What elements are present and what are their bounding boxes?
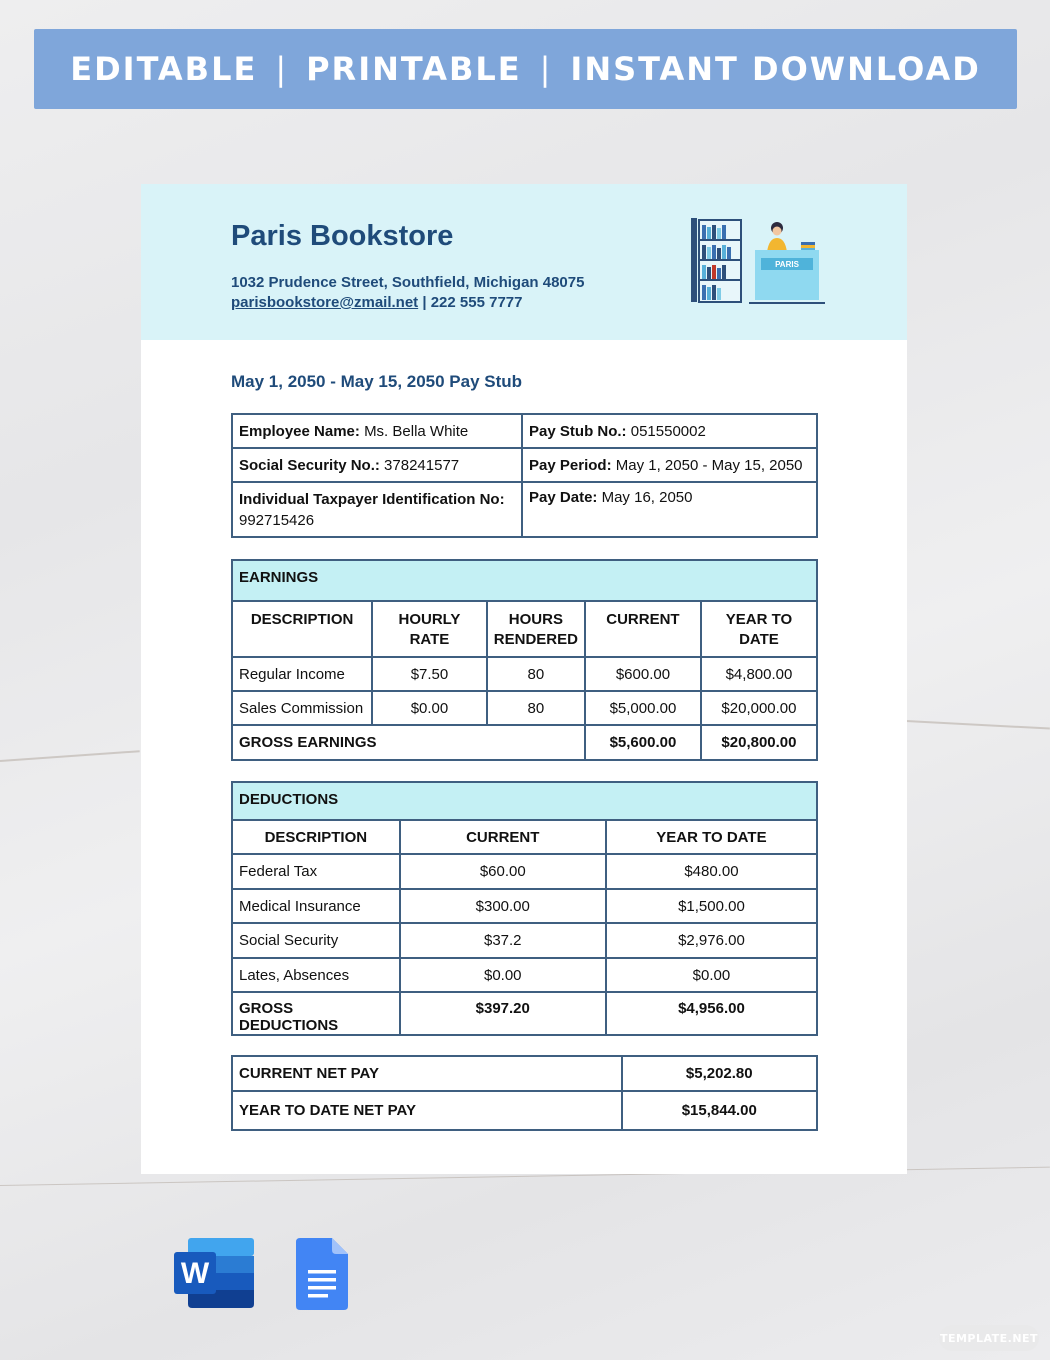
deduction-description: Medical Insurance <box>232 889 400 923</box>
pay-date-value: May 16, 2050 <box>601 489 693 506</box>
ytd-net-pay-value: $15,844.00 <box>622 1091 817 1130</box>
gross-deductions-ytd: $4,956.00 <box>606 992 817 1035</box>
deduction-ytd: $1,500.00 <box>606 889 817 923</box>
column-header: HOURS RENDERED <box>487 601 585 657</box>
employee-name-value: Ms. Bella White <box>364 422 469 440</box>
column-header: HOURLY RATE <box>372 601 487 657</box>
earning-hourly-rate: $7.50 <box>372 657 487 691</box>
marble-vein <box>906 720 1050 730</box>
document-header <box>141 184 907 340</box>
ssn-cell: Social Security No.: 378241577 <box>232 448 522 482</box>
banner-printable: PRINTABLE <box>306 50 522 88</box>
deduction-current: $60.00 <box>400 854 606 889</box>
gross-earnings-label: GROSS EARNINGS <box>232 725 585 760</box>
gross-earnings-ytd: $20,800.00 <box>701 725 817 760</box>
net-pay-table <box>231 1055 818 1131</box>
earnings-section-title: EARNINGS <box>232 560 817 601</box>
deduction-current: $37.2 <box>400 923 606 958</box>
table-row <box>232 958 817 992</box>
table-row <box>232 414 817 448</box>
table-row <box>232 1091 817 1130</box>
earning-hours: 80 <box>487 691 585 725</box>
column-header: DESCRIPTION <box>232 820 400 854</box>
column-header: YEAR TO DATE <box>701 601 817 657</box>
deductions-header-row <box>232 820 817 854</box>
deduction-description: Federal Tax <box>232 854 400 889</box>
counter-sign-text: PARIS <box>775 260 799 269</box>
deductions-section-title: DEDUCTIONS <box>232 782 817 820</box>
earning-current: $600.00 <box>585 657 701 691</box>
company-phone: 222 555 7777 <box>430 294 523 311</box>
pay-date-cell: Pay Date: May 16, 2050 <box>522 482 817 537</box>
banner-separator: | <box>539 50 553 88</box>
deductions-table <box>231 781 818 1036</box>
deduction-current: $300.00 <box>400 889 606 923</box>
gross-deductions-label: GROSS DEDUCTIONS <box>232 992 400 1035</box>
column-header: YEAR TO DATE <box>606 820 817 854</box>
banner-instant-download: INSTANT DOWNLOAD <box>570 50 981 88</box>
earnings-header-row <box>232 601 817 657</box>
earning-hours: 80 <box>487 657 585 691</box>
gross-deductions-current: $397.20 <box>400 992 606 1035</box>
earning-hourly-rate: $0.00 <box>372 691 487 725</box>
earning-description: Regular Income <box>232 657 372 691</box>
employee-info-table <box>231 413 818 538</box>
earnings-table <box>231 559 818 761</box>
microsoft-word-icon <box>174 1238 254 1308</box>
company-contact <box>231 294 522 311</box>
gross-deductions-row <box>232 992 817 1035</box>
deduction-description: Lates, Absences <box>232 958 400 992</box>
pay-stub-no-value: 051550002 <box>630 422 706 440</box>
feature-banner <box>34 29 1017 109</box>
company-address: 1032 Prudence Street, Southfield, Michigan 48075 <box>231 274 585 291</box>
itin-value: 992715426 <box>239 512 315 529</box>
banner-separator: | <box>275 50 289 88</box>
pay-period-cell: Pay Period: May 1, 2050 - May 15, 2050 <box>522 448 817 482</box>
employee-name-cell: Employee Name: Ms. Bella White <box>232 414 522 448</box>
pay-period-value: May 1, 2050 - May 15, 2050 <box>615 456 803 474</box>
deduction-ytd: $480.00 <box>606 854 817 889</box>
deduction-current: $0.00 <box>400 958 606 992</box>
itin-cell: Individual Taxpayer Identification No: 992715426 <box>232 482 522 537</box>
pay-stub-document <box>141 184 907 1174</box>
table-row <box>232 1056 817 1091</box>
company-email-link[interactable]: parisbookstore@zmail.net <box>231 294 419 311</box>
earning-ytd: $20,000.00 <box>701 691 817 725</box>
current-net-pay-value: $5,202.80 <box>622 1056 817 1091</box>
company-name: Paris Bookstore <box>231 220 454 252</box>
gross-earnings-current: $5,600.00 <box>585 725 701 760</box>
deduction-description: Social Security <box>232 923 400 958</box>
pay-stub-no-cell: Pay Stub No.: 051550002 <box>522 414 817 448</box>
table-row <box>232 923 817 958</box>
column-header: CURRENT <box>585 601 701 657</box>
ytd-net-pay-label: YEAR TO DATE NET PAY <box>232 1091 622 1130</box>
earning-ytd: $4,800.00 <box>701 657 817 691</box>
table-row <box>232 691 817 725</box>
google-docs-icon <box>296 1238 348 1310</box>
table-row <box>232 657 817 691</box>
table-row <box>232 448 817 482</box>
banner-editable: EDITABLE <box>70 50 258 88</box>
word-icon-letter: W <box>180 1257 210 1290</box>
gross-earnings-row <box>232 725 817 760</box>
deduction-ytd: $2,976.00 <box>606 923 817 958</box>
earning-description: Sales Commission <box>232 691 372 725</box>
current-net-pay-label: CURRENT NET PAY <box>232 1056 622 1091</box>
table-row <box>232 482 817 537</box>
table-row <box>232 889 817 923</box>
template-net-watermark: TEMPLATE.NET <box>939 1325 1039 1351</box>
column-header: CURRENT <box>400 820 606 854</box>
table-row <box>232 854 817 889</box>
deduction-ytd: $0.00 <box>606 958 817 992</box>
marble-vein <box>0 750 140 762</box>
pay-stub-title: May 1, 2050 - May 15, 2050 Pay Stub <box>231 372 523 391</box>
earning-current: $5,000.00 <box>585 691 701 725</box>
contact-separator: | <box>418 294 431 311</box>
ssn-value: 378241577 <box>384 456 460 474</box>
bookstore-illustration <box>689 216 829 308</box>
column-header: DESCRIPTION <box>232 601 372 657</box>
